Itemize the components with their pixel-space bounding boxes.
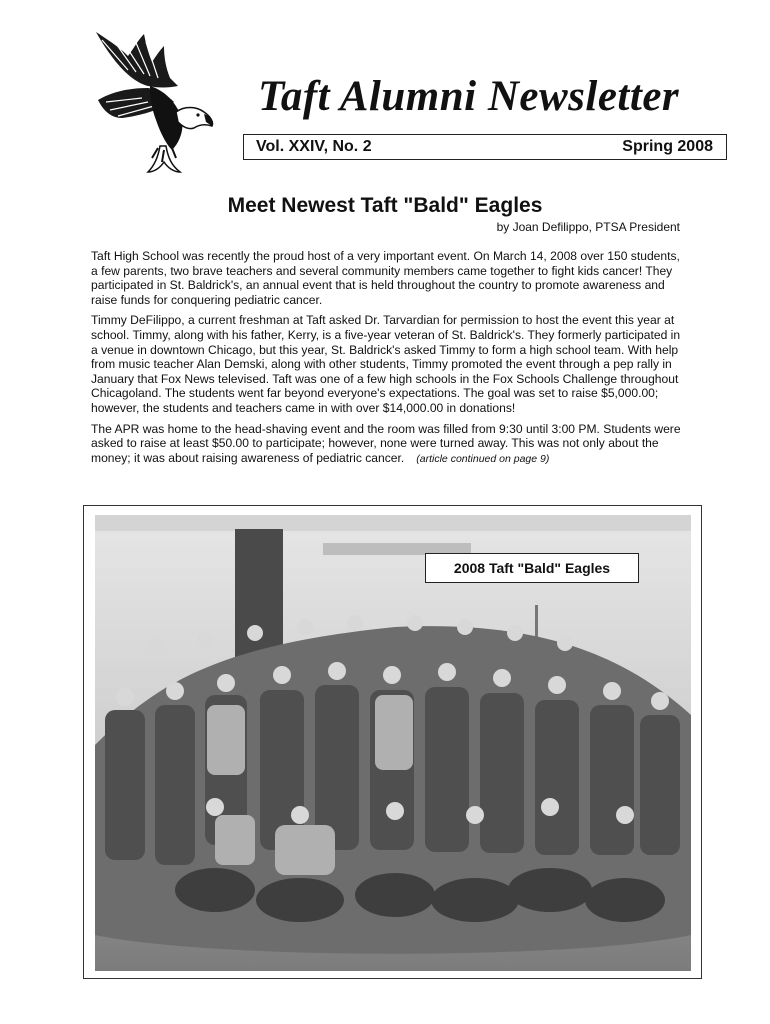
photo-caption: 2008 Taft "Bald" Eagles	[425, 553, 639, 583]
article-paragraph	[91, 422, 681, 467]
article-paragraph: Timmy DeFilippo, a current freshman at Taft asked Dr. Tarvardian for permission to host the event this year at school. Timmy, along with his father, Kerry, is a five-year veteran of St. Baldrick's. They formerly participated in a venue in downtown Chicago, but this year, St. Baldrick's asked Timmy to form a high school team. With help from music teacher Alan Demski, along with other students, Timmy promoted the event through a pep rally in January that Fox News televised. Taft was one of a few high schools in the Fox Schools Challenge throughout Chicagoland. The students went far beyond everyone's expectations. The goal was set to raise $5,000.00; however, the students and teachers came in with over $14,000.00 in donations!	[91, 313, 681, 415]
eagle-icon	[88, 26, 220, 174]
article-byline: by Joan Defilippo, PTSA President	[496, 220, 680, 234]
group-photo	[95, 515, 691, 971]
article-paragraph-text: The APR was home to the head-shaving event and the room was filled from 9:30 until 3:00 PM. Students were asked to raise at least $50.00 to participate; however, none were turned away. This was not only about the money; it was about raising awareness of pediatric cancer.	[91, 421, 681, 465]
issue-season: Spring 2008	[622, 138, 713, 155]
newsletter-title: Taft Alumni Newsletter	[258, 73, 680, 120]
article-headline: Meet Newest Taft "Bald" Eagles	[227, 194, 543, 217]
continued-note: (article continued on page 9)	[416, 452, 550, 465]
article-paragraph: Taft High School was recently the proud host of a very important event. On March 14, 2008 over 150 students, a few parents, two brave teachers and several community members came together to fight kids cancer! They participated in St. Baldrick's, an annual event that is held throughout the country to promote awareness and raise funds for conquering pediatric cancer.	[91, 249, 680, 307]
issue-info-bar	[243, 134, 727, 160]
volume-number: Vol. XXIV, No. 2	[256, 138, 372, 155]
article-body	[91, 249, 681, 472]
